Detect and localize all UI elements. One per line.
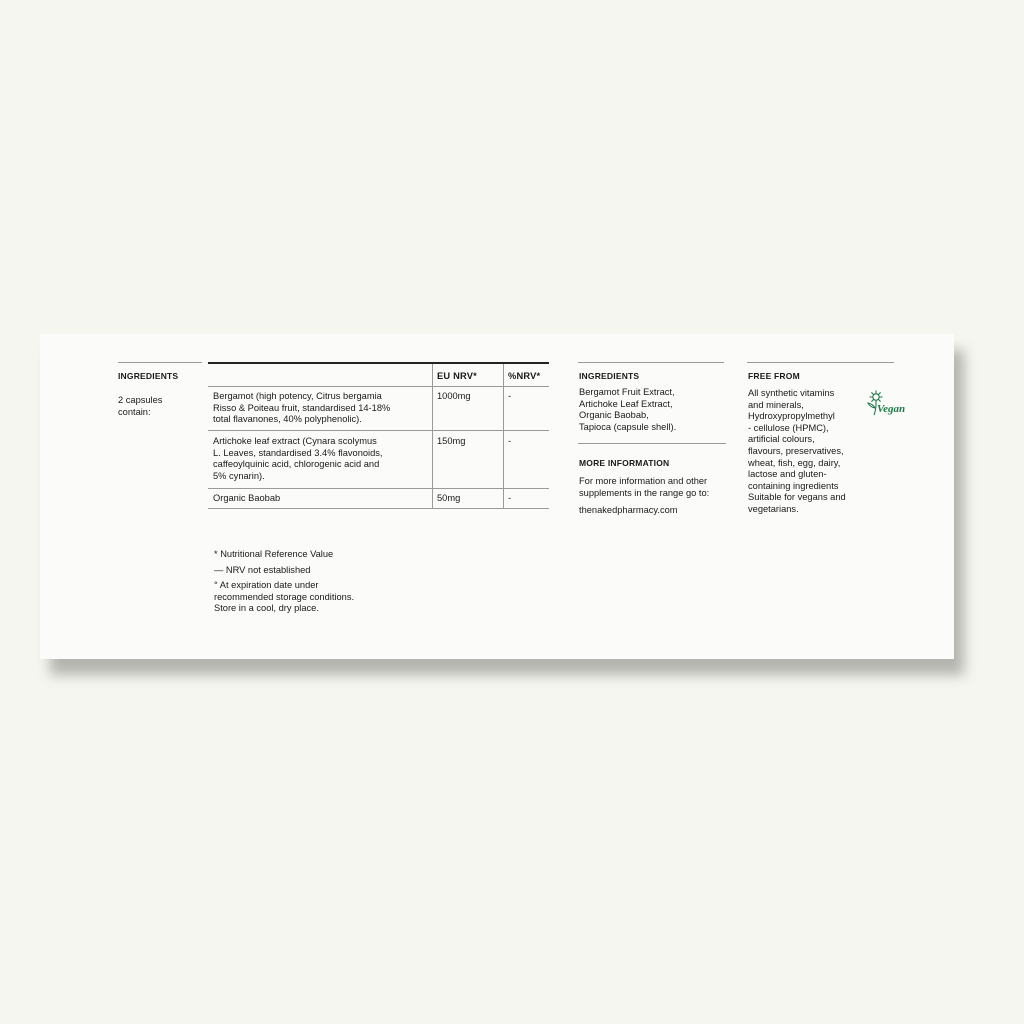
table-row-eu-nrv: 1000mg xyxy=(437,391,471,401)
table-row-eu-nrv: 50mg xyxy=(437,493,461,503)
ingredients-heading-left: INGREDIENTS xyxy=(118,371,179,381)
table-row-pct-nrv: - xyxy=(508,391,512,401)
supplement-label xyxy=(40,334,954,659)
more-info-heading: MORE INFORMATION xyxy=(579,458,670,468)
free-from-heading: FREE FROM xyxy=(748,371,800,381)
table-row-ingredient-bergamot: Bergamot (high potency, Citrus bergamia Risso & Poiteau fruit, standardised 14-18% total flavanones, 40% polyphenolic). xyxy=(213,391,391,425)
table-row-ingredient-artichoke: Artichoke leaf extract (Cynara scolymus L. Leaves, standardised 3.4% flavonoids, caffeoylquinic acid, chlorogenic acid and 5% cynarin). xyxy=(213,436,383,481)
website-link[interactable]: thenakedpharmacy.com xyxy=(579,505,678,515)
table-row-pct-nrv: - xyxy=(508,493,512,503)
more-info-text: For more information and other supplements in the range go to: xyxy=(579,476,710,498)
footnote-expiration: ° At expiration date under xyxy=(214,580,319,591)
table-rule xyxy=(208,386,549,387)
free-from-list: All synthetic vitamins and minerals, Hydroxypropylmethyl - cellulose (HPMC), artificial colours, flavours, preservatives, wheat, fish, egg, dairy, lactose and gluten- containing ingredients Suitable for vegans and vegetarians. xyxy=(748,388,846,514)
table-bottom-rule xyxy=(208,508,549,509)
ingredients-list: Bergamot Fruit Extract, Artichoke Leaf Extract, Organic Baobab, Tapioca (capsule shell). xyxy=(579,387,677,432)
serving-size: 2 capsules contain: xyxy=(118,395,163,417)
footnote-not-established: — NRV not established xyxy=(214,564,311,575)
vegan-icon xyxy=(864,386,908,420)
ingredients-heading: INGREDIENTS xyxy=(579,371,640,381)
footnote-storage: Store in a cool, dry place. xyxy=(214,603,319,614)
header-pct-nrv: %NRV* xyxy=(508,371,541,381)
footnotes xyxy=(214,549,414,615)
footnote-storage-conditions: recommended storage conditions. xyxy=(214,591,355,602)
table-row-ingredient-baobab: Organic Baobab xyxy=(213,493,281,503)
divider xyxy=(578,362,724,363)
divider xyxy=(118,362,202,363)
table-rule xyxy=(208,488,549,489)
vegan-text: Vegan xyxy=(877,403,906,415)
table-row-pct-nrv: - xyxy=(508,436,512,446)
table-column-divider xyxy=(503,364,504,509)
header-eu-nrv: EU NRV* xyxy=(437,371,477,381)
table-top-rule xyxy=(208,362,549,364)
table-row-eu-nrv: 150mg xyxy=(437,436,466,446)
table-rule xyxy=(208,430,549,431)
footnote-nrv: * Nutritional Reference Value xyxy=(214,549,334,559)
divider xyxy=(578,443,726,444)
table-column-divider xyxy=(432,364,433,509)
divider xyxy=(747,362,894,363)
